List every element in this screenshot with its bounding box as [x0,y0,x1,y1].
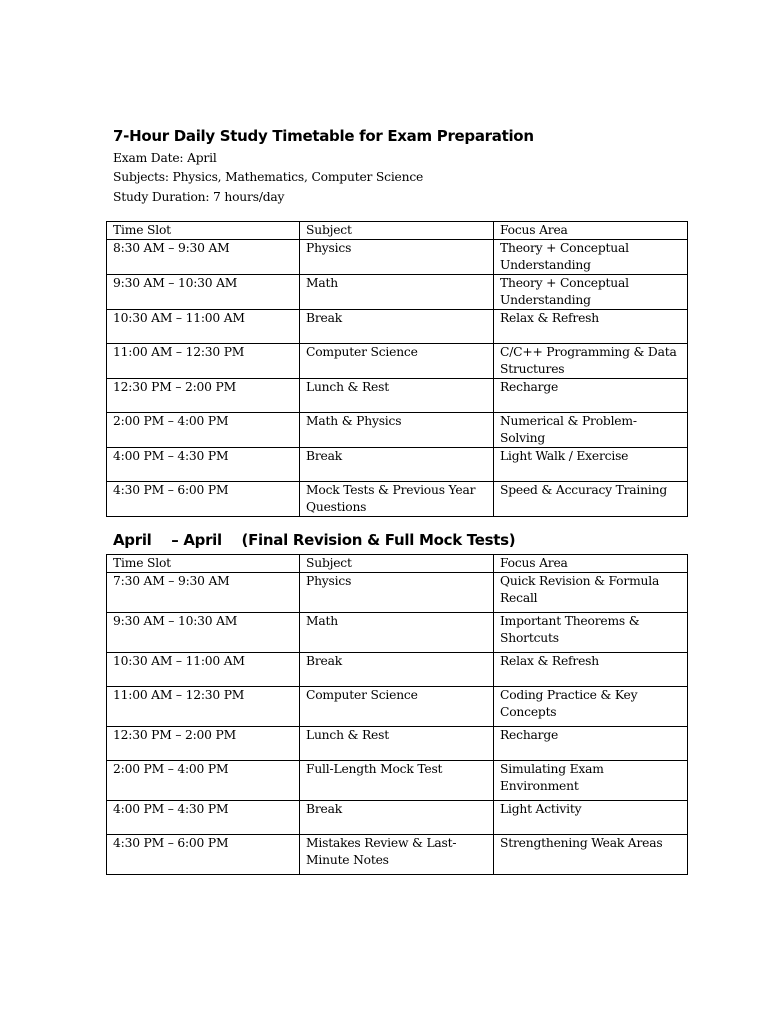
focus-area-cell: Numerical & Problem-Solving [494,413,688,448]
document-title: 7-Hour Daily Study Timetable for Exam Preparation [113,127,534,145]
table-row [107,344,688,379]
table-row [107,653,688,687]
table-row [107,482,688,517]
focus-area-cell: Important Theorems & Shortcuts [494,613,688,653]
header-focus-area: Focus Area [494,555,688,573]
header-time-slot: Time Slot [107,222,300,240]
time-slot-cell: 10:30 AM – 11:00 AM [107,653,300,687]
subject-cell: Physics [300,573,494,613]
time-slot-cell: 12:30 PM – 2:00 PM [107,727,300,761]
table-row [107,727,688,761]
time-slot-cell: 2:00 PM – 4:00 PM [107,413,300,448]
subject-cell: Math [300,613,494,653]
subjects-line: Subjects: Physics, Mathematics, Computer Science [113,170,424,185]
table-row [107,379,688,413]
table-row [107,275,688,310]
time-slot-cell: 11:00 AM – 12:30 PM [107,687,300,727]
subject-cell: Math & Physics [300,413,494,448]
subject-cell: Break [300,448,494,482]
time-slot-cell: 9:30 AM – 10:30 AM [107,613,300,653]
focus-area-cell: Recharge [494,727,688,761]
section-title: April – April (Final Revision & Full Mock Tests) [113,531,516,549]
study-duration-line: Study Duration: 7 hours/day [113,189,285,204]
focus-area-cell: Relax & Refresh [494,653,688,687]
focus-area-cell: Speed & Accuracy Training [494,482,688,517]
focus-area-cell: Coding Practice & Key Concepts [494,687,688,727]
time-slot-cell: 4:30 PM – 6:00 PM [107,835,300,875]
table-row [107,801,688,835]
exam-date-line: Exam Date: April [113,151,217,165]
exam-info [113,149,423,207]
subject-cell: Break [300,653,494,687]
subject-cell: Lunch & Rest [300,727,494,761]
table-header-row [107,555,688,573]
table-row [107,240,688,275]
focus-area-cell: Relax & Refresh [494,310,688,344]
subject-cell: Computer Science [300,344,494,379]
time-slot-cell: 10:30 AM – 11:00 AM [107,310,300,344]
revision-timetable [106,554,688,875]
focus-area-cell: C/C++ Programming & Data Structures [494,344,688,379]
subject-cell: Mistakes Review & Last-Minute Notes [300,835,494,875]
subject-cell: Break [300,310,494,344]
table-row [107,413,688,448]
time-slot-cell: 2:00 PM – 4:00 PM [107,761,300,801]
table-header-row [107,222,688,240]
focus-area-cell: Light Walk / Exercise [494,448,688,482]
time-slot-cell: 12:30 PM – 2:00 PM [107,379,300,413]
subject-cell: Lunch & Rest [300,379,494,413]
time-slot-cell: 4:00 PM – 4:30 PM [107,448,300,482]
table-row [107,761,688,801]
subject-cell: Mock Tests & Previous Year Questions [300,482,494,517]
focus-area-cell: Strengthening Weak Areas [494,835,688,875]
focus-area-cell: Theory + Conceptual Understanding [494,240,688,275]
header-subject: Subject [300,222,494,240]
focus-area-cell: Light Activity [494,801,688,835]
time-slot-cell: 11:00 AM – 12:30 PM [107,344,300,379]
focus-area-cell: Simulating Exam Environment [494,761,688,801]
table-row [107,835,688,875]
time-slot-cell: 4:30 PM – 6:00 PM [107,482,300,517]
focus-area-cell: Theory + Conceptual Understanding [494,275,688,310]
subject-cell: Computer Science [300,687,494,727]
subject-cell: Math [300,275,494,310]
time-slot-cell: 7:30 AM – 9:30 AM [107,573,300,613]
daily-timetable [106,221,688,517]
subject-cell: Break [300,801,494,835]
subject-cell: Full-Length Mock Test [300,761,494,801]
header-subject: Subject [300,555,494,573]
table-row [107,573,688,613]
subject-cell: Physics [300,240,494,275]
table-row [107,448,688,482]
focus-area-cell: Quick Revision & Formula Recall [494,573,688,613]
header-focus-area: Focus Area [494,222,688,240]
table-row [107,310,688,344]
table-row [107,613,688,653]
header-time-slot: Time Slot [107,555,300,573]
time-slot-cell: 9:30 AM – 10:30 AM [107,275,300,310]
time-slot-cell: 8:30 AM – 9:30 AM [107,240,300,275]
table-row [107,687,688,727]
time-slot-cell: 4:00 PM – 4:30 PM [107,801,300,835]
focus-area-cell: Recharge [494,379,688,413]
